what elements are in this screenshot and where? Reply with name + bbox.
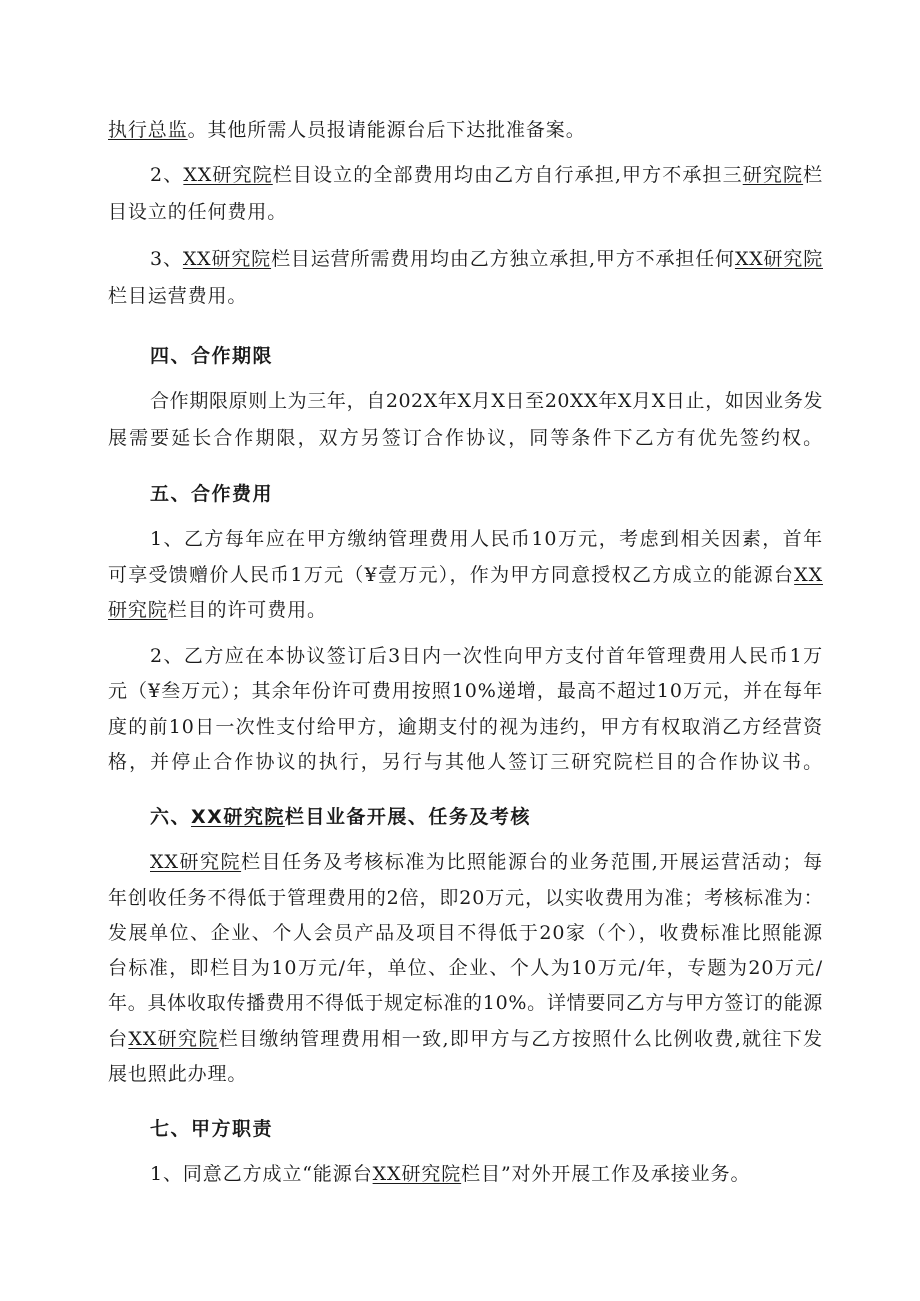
underlined-text: XX [794, 564, 823, 586]
section-6-line: 台标准，即栏目为10万元/年，单位、企业、个人为10万元/年，专题为20万元/ [108, 957, 823, 979]
clause-5-2-line: 元（¥叁万元）；其余年份许可费用按照10%递增，最高不超过10万元，并在每年 [108, 680, 823, 702]
text-run: 栏目缴纳管理费用相一致,即甲方与乙方按照什么比例收费,就往下发 [218, 1028, 824, 1050]
text-run: 2、 [150, 164, 184, 186]
text-run: 。其他所需人员报请能源台后下达批准备案。 [187, 119, 586, 141]
clause-5-2-line: 2、乙方应在本协议签订后3日内一次性向甲方支付首年管理费用人民币1万 [150, 645, 823, 667]
text-run: 台 [108, 1028, 129, 1050]
underlined-text: XX研究院 [191, 806, 285, 828]
text-run: 六、 [150, 806, 192, 828]
section-heading-7: 七、甲方职责 [150, 1118, 274, 1140]
clause-5-2-line: 格，并停止合作协议的执行，另行与其他人签订三研究院栏目的合作协议书。 [108, 751, 823, 773]
underlined-text: 研究院 [108, 599, 168, 621]
text-run: 可享受馈赠价人民币1万元（¥壹万元），作为甲方同意授权乙方成立的能源台 [108, 564, 795, 586]
text-run: 3、 [150, 248, 183, 270]
text-run: 栏目的许可费用。 [167, 599, 327, 621]
underlined-text: 研究院 [742, 164, 804, 186]
clause-5-2-line: 度的前10日一次性支付给甲方，逾期支付的视为违约，甲方有权取消乙方经营资 [108, 716, 823, 738]
clause-5-1-line [108, 596, 823, 624]
underlined-text: XX研究院 [128, 1028, 219, 1050]
clause-3-2-line [150, 161, 823, 189]
underlined-text: XX研究院 [734, 248, 823, 270]
text-run: 栏目运营所需费用均由乙方独立承担,甲方不承担任何 [271, 248, 735, 270]
section-6-line [150, 848, 823, 876]
paragraph-line [108, 116, 823, 144]
section-6-line: 年创收任务不得低于管理费用的2倍，即20万元，以实收费用为准；考核标准为： [108, 887, 824, 909]
section-heading-4: 四、合作期限 [150, 345, 274, 367]
clause-5-1-line: 1、乙方每年应在甲方缴纳管理费用人民币10万元，考虑到相关因素，首年 [150, 528, 823, 550]
text-run: 栏目”对外开展工作及承接业务。 [461, 1163, 751, 1185]
text-run: 栏 [803, 164, 823, 186]
underlined-text: XX研究院 [182, 248, 272, 270]
underlined-text: XX研究院 [150, 851, 242, 873]
section-6-line: 年。具体收取传播费用不得低于规定标准的10%。详情要同乙方与甲方签订的能源 [108, 992, 823, 1014]
clause-3-2-line: 目设立的任何费用。 [108, 201, 288, 223]
text-run: 1、同意乙方成立“能源台 [150, 1163, 373, 1185]
clause-7-1-line [150, 1160, 823, 1188]
clause-3-3-line: 栏目运营费用。 [108, 285, 248, 307]
text-run: 栏目业备开展、任务及考核 [284, 806, 531, 828]
text-run: 栏目设立的全部费用均由乙方自行承担,甲方不承担三 [272, 164, 743, 186]
underlined-text: XX研究院 [183, 164, 273, 186]
section-6-line: 发展单位、企业、个人会员产品及项目不得低于20家（个），收费标准比照能源 [108, 922, 823, 944]
section-6-line [108, 1025, 823, 1053]
underlined-text: XX研究院 [372, 1163, 462, 1185]
underlined-text: 执行总监 [108, 119, 188, 141]
clause-5-1-line [108, 561, 823, 589]
clause-3-3-line [150, 245, 823, 273]
section-6-line: 展也照此办理。 [108, 1063, 248, 1085]
text-run: 栏目任务及考核标准为比照能源台的业务范围,开展运营活动；每 [241, 851, 823, 873]
section-heading-5: 五、合作费用 [150, 483, 274, 505]
section-4-line: 合作期限原则上为三年，自202X年X月X日至20XX年X月X日止，如因业务发 [150, 390, 823, 412]
section-heading-6 [150, 803, 823, 831]
section-4-line: 展需要延长合作期限，双方另签订合作协议，同等条件下乙方有优先签约权。 [108, 427, 823, 449]
